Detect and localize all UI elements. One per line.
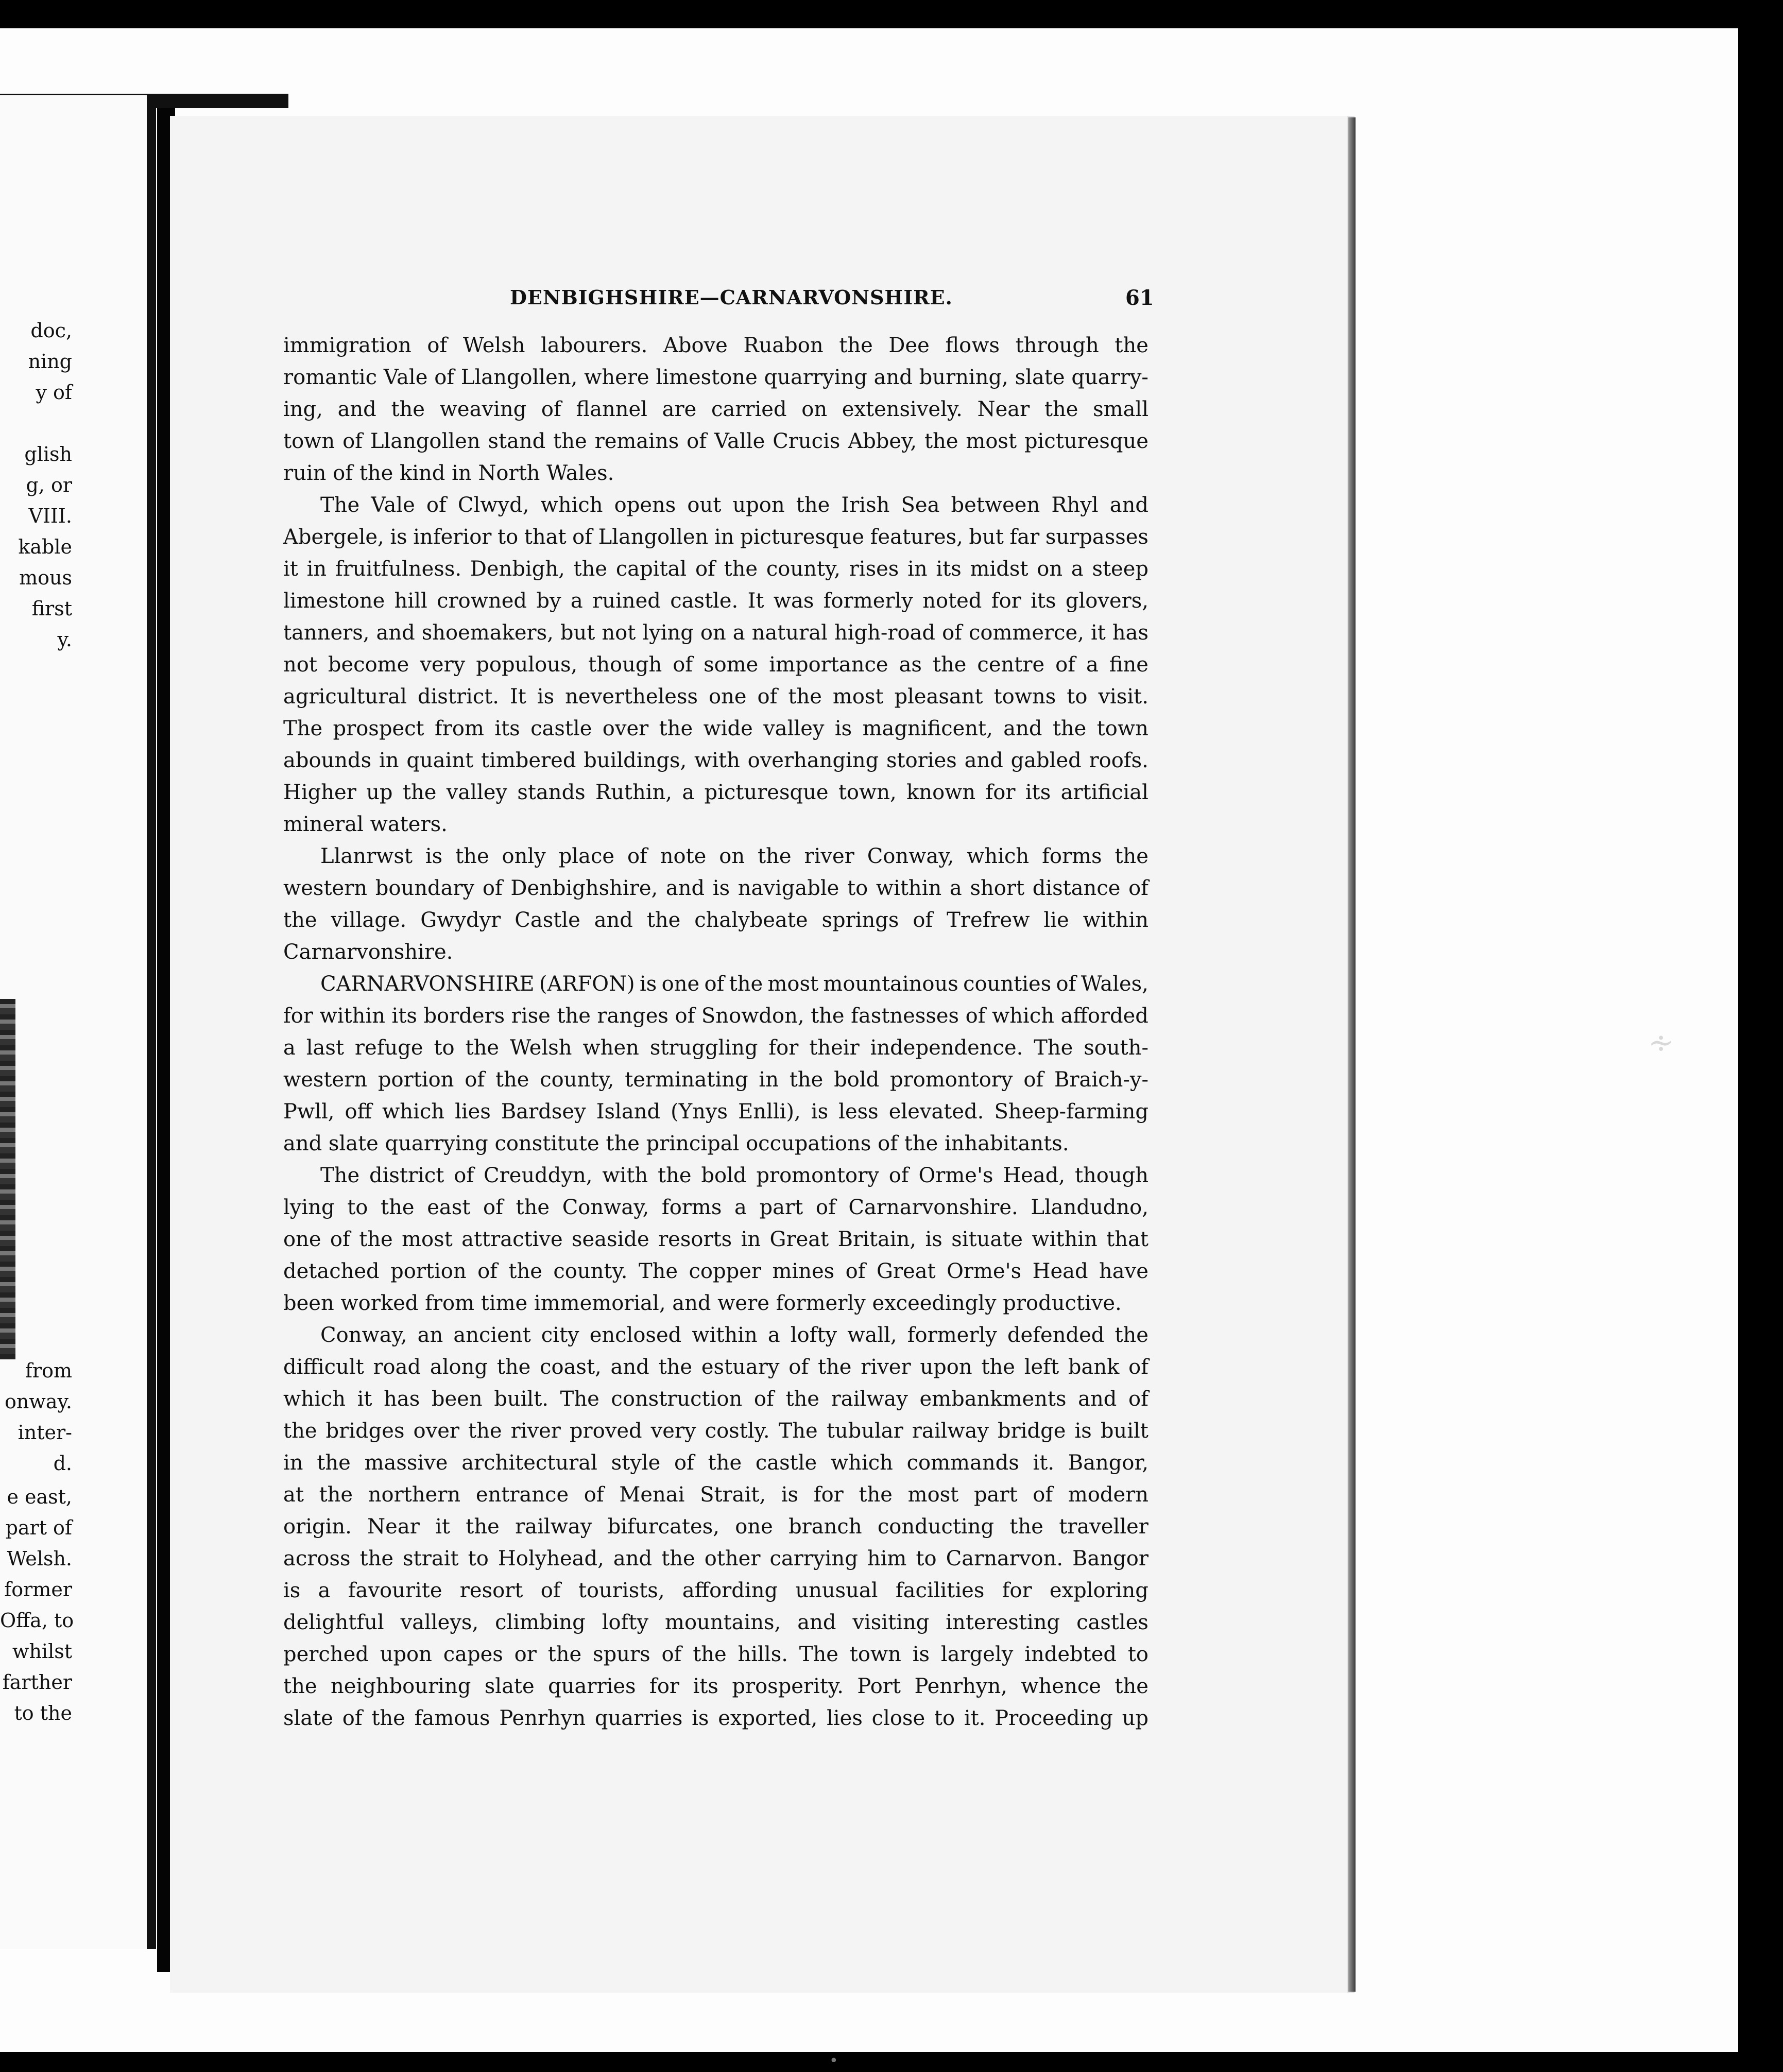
left-page-line: glish bbox=[24, 443, 72, 465]
text-line: been worked from time immemorial, and were formerly exceedingly productive. bbox=[283, 1291, 1122, 1315]
text-line: detached portion of the county. The copper mines of Great Orme's Head have bbox=[283, 1259, 1148, 1283]
left-page bbox=[0, 95, 147, 1949]
text-line: abounds in quaint timbered buildings, with overhanging stories and gabled roofs. bbox=[283, 749, 1148, 772]
text-line: at the northern entrance of Menai Strait, is for the most part of modern bbox=[283, 1483, 1148, 1507]
text-line: Higher up the valley stands Ruthin, a picturesque town, known for its artificial bbox=[283, 781, 1148, 804]
text-line: ruin of the kind in North Wales. bbox=[283, 461, 614, 485]
left-page-line: whilst bbox=[12, 1640, 72, 1663]
text-line: Llanrwst is the only place of note on the river Conway, which forms the bbox=[320, 844, 1148, 868]
text-line: not become very populous, though of some importance as the centre of a fine bbox=[283, 653, 1148, 677]
left-page-line: d. bbox=[53, 1452, 72, 1475]
text-line: romantic Vale of Llangollen, where limestone quarrying and burning, slate quarry- bbox=[283, 366, 1148, 389]
left-page-line: y. bbox=[57, 628, 72, 651]
text-line: origin. Near it the railway bifurcates, one branch conducting the traveller bbox=[283, 1515, 1148, 1539]
text-line: mineral waters. bbox=[283, 813, 448, 836]
text-line: The Vale of Clwyd, which opens out upon the Irish Sea between Rhyl and bbox=[320, 493, 1148, 517]
left-page-line: mous bbox=[19, 566, 72, 589]
text-line: limestone hill crowned by a ruined castle. It was formerly noted for its glovers, bbox=[283, 589, 1148, 613]
text-line: Abergele, is inferior to that of Llangollen in picturesque features, but far surpasses bbox=[283, 525, 1148, 549]
text-line: slate of the famous Penrhyn quarries is exported, lies close to it. Proceeding up bbox=[283, 1706, 1148, 1730]
text-line: for within its borders rise the ranges of Snowdon, the fastnesses of which afforded bbox=[283, 1004, 1148, 1028]
text-line: one of the most attractive seaside resorts in Great Britain, is situate within that bbox=[283, 1228, 1148, 1251]
text-line: a last refuge to the Welsh when struggling for their independence. The south- bbox=[283, 1036, 1148, 1060]
text-line: Carnarvonshire. bbox=[283, 940, 453, 964]
body-text bbox=[283, 330, 1148, 1734]
text-line: difficult road along the coast, and the estuary of the river upon the left bank of bbox=[283, 1355, 1148, 1379]
running-head: DENBIGHSHIRE—CARNARVONSHIRE. bbox=[510, 286, 953, 309]
text-line: the village. Gwydyr Castle and the chalybeate springs of Trefrew lie within bbox=[283, 908, 1148, 932]
text-line: lying to the east of the Conway, forms a part of Carnarvonshire. Llandudno, bbox=[283, 1196, 1148, 1219]
text-line: the bridges over the river proved very costly. The tubular railway bridge is built bbox=[283, 1419, 1148, 1443]
text-line: western boundary of Denbighshire, and is navigable to within a short distance of bbox=[283, 876, 1148, 900]
text-line: and slate quarrying constitute the principal occupations of the inhabitants. bbox=[283, 1132, 1069, 1155]
left-page-line: Offa, to bbox=[0, 1609, 74, 1632]
text-line: perched upon capes or the spurs of the hills. The town is largely indebted to bbox=[283, 1643, 1148, 1666]
left-page-line: former bbox=[4, 1578, 72, 1601]
left-page-line: VIII. bbox=[28, 505, 72, 527]
left-page-line: to the bbox=[14, 1702, 72, 1724]
text-line: tanners, and shoemakers, but not lying on a natural high-road of commerce, it has bbox=[283, 621, 1148, 645]
left-page-line: Welsh. bbox=[7, 1547, 72, 1570]
left-page-line: y of bbox=[36, 381, 72, 404]
text-line: which it has been built. The construction of the railway embankments and of bbox=[283, 1387, 1148, 1411]
text-line: across the strait to Holyhead, and the other carrying him to Carnarvon. Bangor bbox=[283, 1547, 1148, 1570]
left-page-line: part of bbox=[5, 1516, 72, 1539]
left-page-line: farther bbox=[2, 1671, 72, 1694]
text-line: it in fruitfulness. Denbigh, the capital of the county, rises in its midst on a steep bbox=[283, 557, 1148, 581]
faint-pencil-mark: ∻ bbox=[1648, 1025, 1674, 1061]
text-line: delightful valleys, climbing lofty mountains, and visiting interesting castles bbox=[283, 1611, 1148, 1634]
text-line: town of Llangollen stand the remains of Valle Crucis Abbey, the most picturesque bbox=[283, 429, 1148, 453]
text-line: Pwll, off which lies Bardsey Island (Ynys Enlli), is less elevated. Sheep-farming bbox=[283, 1100, 1148, 1124]
text-line: western portion of the county, terminating in the bold promontory of Braich-y- bbox=[283, 1068, 1148, 1092]
page-number: 61 bbox=[1125, 286, 1154, 310]
left-page-line: e east, bbox=[7, 1486, 72, 1508]
left-page-line: inter- bbox=[18, 1421, 72, 1444]
left-page-illustration-fragment bbox=[0, 999, 15, 1359]
text-line: The district of Creuddyn, with the bold promontory of Orme's Head, though bbox=[320, 1164, 1148, 1187]
scan-speck: • bbox=[829, 2052, 838, 2070]
book-gutter bbox=[147, 95, 156, 1949]
text-line: The prospect from its castle over the wide valley is magnificent, and the town bbox=[283, 717, 1148, 740]
text-line: Conway, an ancient city enclosed within a lofty wall, formerly defended the bbox=[320, 1323, 1148, 1347]
left-page-line: doc, bbox=[30, 319, 72, 342]
left-page-line: onway. bbox=[4, 1390, 72, 1413]
left-page-line: ning bbox=[28, 350, 72, 373]
text-line: CARNARVONSHIRE (ARFON) is one of the most mountainous counties of Wales, bbox=[320, 972, 1148, 996]
text-line: immigration of Welsh labourers. Above Ruabon the Dee flows through the bbox=[283, 334, 1148, 357]
left-page-line: kable bbox=[18, 536, 72, 558]
left-page-line: g, or bbox=[26, 474, 72, 496]
text-line: ing, and the weaving of flannel are carried on extensively. Near the small bbox=[283, 398, 1148, 421]
left-page-line: from bbox=[25, 1359, 72, 1382]
text-line: is a favourite resort of tourists, affording unusual facilities for exploring bbox=[283, 1579, 1148, 1602]
text-line: in the massive architectural style of the castle which commands it. Bangor, bbox=[283, 1451, 1148, 1475]
text-line: agricultural district. It is nevertheless one of the most pleasant towns to visit. bbox=[283, 685, 1148, 709]
page-edge-shadow bbox=[1348, 117, 1356, 1992]
text-line: the neighbouring slate quarries for its prosperity. Port Penrhyn, whence the bbox=[283, 1674, 1148, 1698]
left-page-line: first bbox=[31, 597, 72, 620]
